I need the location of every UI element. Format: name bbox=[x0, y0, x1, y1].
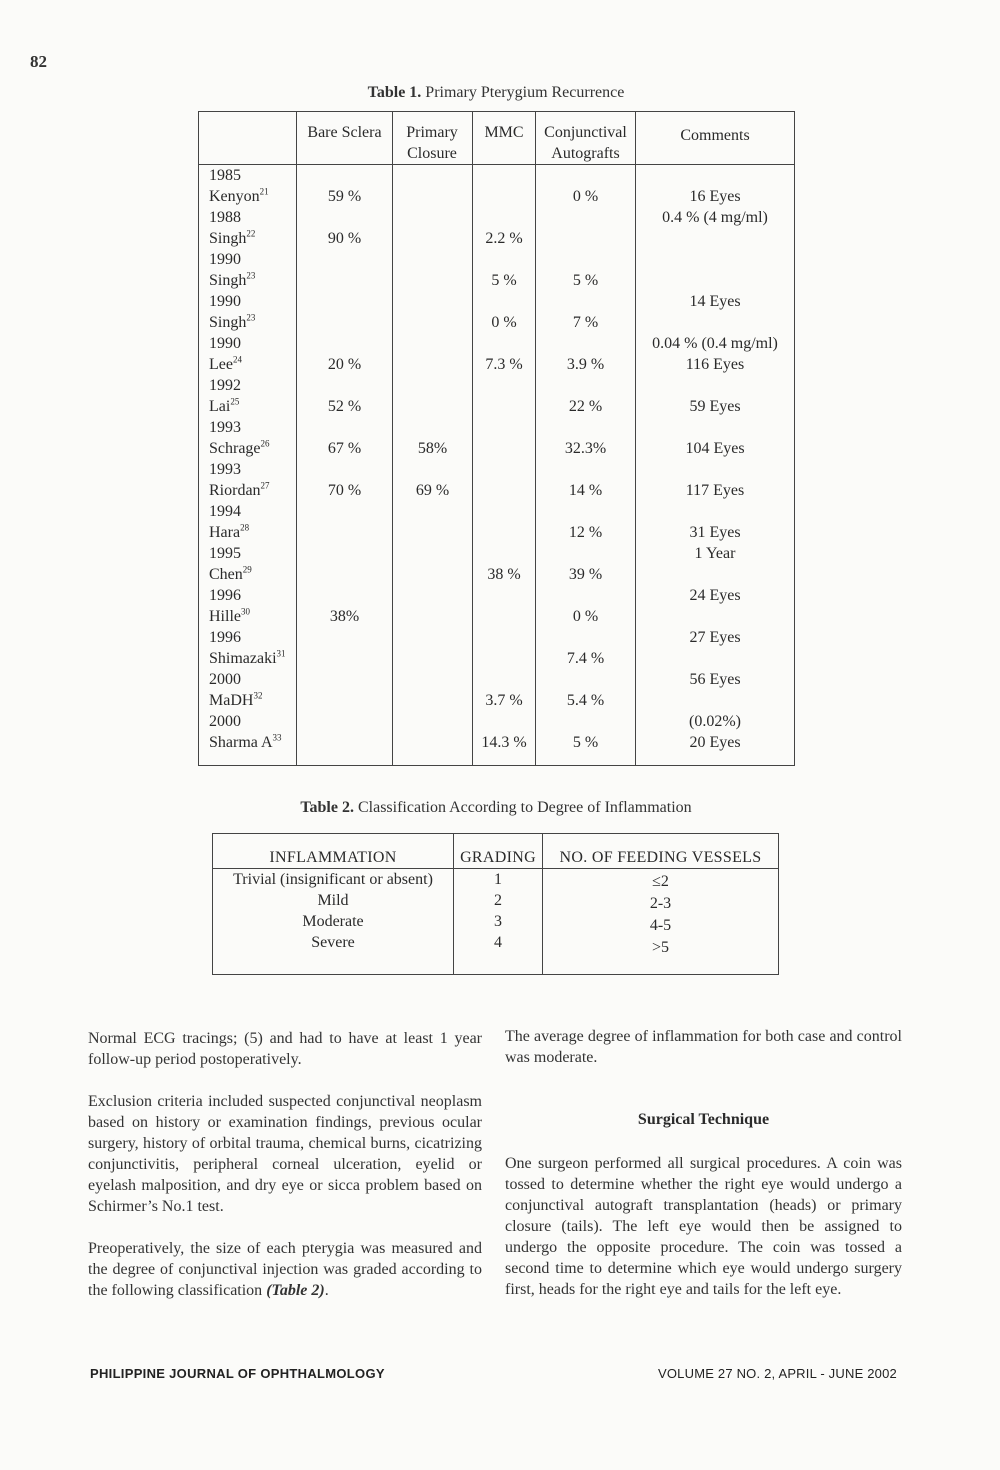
author-name: Shimazaki bbox=[209, 650, 277, 667]
cell-mmc: 3.7 % bbox=[485, 692, 523, 709]
table1-caption bbox=[198, 84, 794, 102]
header-comments: Comments bbox=[680, 127, 750, 144]
row-year: 1995 bbox=[209, 545, 241, 562]
row-author bbox=[209, 690, 262, 711]
author-name: Lee bbox=[209, 356, 233, 373]
header-conjunctival-autografts: Conjunctival Autografts bbox=[544, 124, 627, 162]
author-name: Riordan bbox=[209, 482, 261, 499]
row-year: 1996 bbox=[209, 587, 241, 604]
cell-bare: 38% bbox=[329, 608, 360, 625]
cell-bare: 90 % bbox=[327, 230, 362, 247]
cell-vessels: >5 bbox=[651, 939, 670, 956]
cell-auto: 22 % bbox=[568, 398, 603, 415]
table1-row bbox=[199, 543, 794, 585]
table1-row bbox=[199, 249, 794, 291]
table2-reference: (Table 2) bbox=[266, 1282, 325, 1299]
author-ref: 23 bbox=[246, 270, 256, 281]
cell-comment: 31 Eyes bbox=[689, 524, 741, 541]
row-year: 1996 bbox=[209, 629, 241, 646]
cell-comment: 20 Eyes bbox=[689, 734, 741, 751]
author-name: Hara bbox=[209, 524, 241, 541]
header-inflammation: INFLAMMATION bbox=[269, 849, 397, 866]
row-author bbox=[209, 228, 255, 249]
author-name: Singh bbox=[209, 314, 247, 331]
cell-bare: 59 % bbox=[327, 188, 362, 205]
paragraph-preoperative bbox=[88, 1238, 482, 1301]
cell-comment: 1 Year bbox=[694, 545, 736, 562]
row-author bbox=[209, 354, 242, 375]
cell-inflammation: Severe bbox=[311, 934, 355, 951]
author-ref: 32 bbox=[253, 690, 263, 701]
row-author bbox=[209, 396, 239, 417]
cell-bare: 67 % bbox=[327, 440, 362, 457]
cell-comment: 14 Eyes bbox=[689, 293, 741, 310]
page-number: 82 bbox=[30, 52, 47, 71]
cell-auto: 7.4 % bbox=[566, 650, 605, 667]
cell-vessels: ≤2 bbox=[652, 873, 669, 890]
paragraph-exclusion-criteria: Exclusion criteria included suspected conjunctival neoplasm based on history or examination findings, previous ocular surgery, history of orbital trauma, chemical burns, cicatrizing conjunctivitis, peripheral corneal ulceration, eyelid or eyelash malposition, and dry eye or sicca problem based on Schirmer’s No.1 test. bbox=[88, 1093, 482, 1215]
table1-row bbox=[199, 375, 794, 417]
footer-journal-name: PHILIPPINE JOURNAL OF OPHTHALMOLOGY bbox=[90, 1366, 385, 1381]
row-author bbox=[209, 270, 255, 291]
header-mmc: MMC bbox=[484, 124, 524, 141]
cell-comment: 117 Eyes bbox=[685, 482, 745, 499]
cell-bare: 52 % bbox=[327, 398, 362, 415]
author-name: Singh bbox=[209, 230, 247, 247]
footer-volume: VOLUME 27 NO. 2, APRIL - JUNE 2002 bbox=[658, 1366, 897, 1381]
row-author bbox=[209, 186, 269, 207]
row-author bbox=[209, 732, 282, 753]
cell-inflammation: Mild bbox=[317, 892, 349, 909]
header-bare-sclera: Bare Sclera bbox=[307, 124, 382, 141]
row-author bbox=[209, 564, 252, 585]
cell-comment: 0.04 % (0.4 mg/ml) bbox=[652, 335, 778, 352]
row-author bbox=[209, 312, 255, 333]
header-grading: GRADING bbox=[460, 849, 536, 866]
cell-comment: 59 Eyes bbox=[689, 398, 741, 415]
row-year: 1992 bbox=[209, 377, 241, 394]
cell-mmc: 2.2 % bbox=[485, 230, 523, 247]
cell-auto: 14 % bbox=[568, 482, 603, 499]
header-primary-closure: Primary Closure bbox=[406, 124, 458, 162]
table1-caption-text: Primary Pterygium Recurrence bbox=[421, 84, 625, 101]
author-name: Chen bbox=[209, 566, 243, 583]
cell-primary: 69 % bbox=[415, 482, 450, 499]
cell-vessels: 4-5 bbox=[649, 917, 672, 934]
table1-row bbox=[199, 459, 794, 501]
cell-inflammation: Moderate bbox=[302, 913, 364, 930]
table1-row bbox=[199, 627, 794, 669]
row-author bbox=[209, 648, 286, 669]
cell-auto: 5 % bbox=[572, 272, 599, 289]
table2-caption bbox=[198, 799, 794, 817]
row-year: 1990 bbox=[209, 335, 241, 352]
row-year: 1990 bbox=[209, 251, 241, 268]
cell-comment: (0.02%) bbox=[689, 713, 741, 730]
author-ref: 22 bbox=[246, 228, 256, 239]
paragraph-inclusion-end: Normal ECG tracings; (5) and had to have at least 1 year follow-up period postoperatively. bbox=[88, 1030, 482, 1068]
cell-mmc: 14.3 % bbox=[481, 734, 527, 751]
cell-auto: 7 % bbox=[572, 314, 599, 331]
header-feeding-vessels: NO. OF FEEDING VESSELS bbox=[559, 849, 762, 866]
author-name: Singh bbox=[209, 272, 247, 289]
author-ref: 26 bbox=[260, 438, 270, 449]
row-year: 1988 bbox=[209, 209, 241, 226]
table1 bbox=[198, 111, 795, 766]
cell-auto: 5.4 % bbox=[566, 692, 605, 709]
cell-auto: 39 % bbox=[568, 566, 603, 583]
author-name: MaDH bbox=[209, 692, 254, 709]
table2-caption-label: Table 2. bbox=[300, 799, 354, 816]
table1-row bbox=[199, 501, 794, 543]
row-year: 1990 bbox=[209, 293, 241, 310]
row-year: 1993 bbox=[209, 461, 241, 478]
table1-row bbox=[199, 165, 794, 207]
cell-auto: 32.3% bbox=[564, 440, 607, 457]
cell-grading: 4 bbox=[494, 934, 502, 951]
table1-row bbox=[199, 333, 794, 375]
cell-mmc: 0 % bbox=[491, 314, 517, 331]
cell-grading: 1 bbox=[494, 871, 502, 888]
author-ref: 24 bbox=[232, 354, 242, 365]
row-author bbox=[209, 522, 249, 543]
cell-grading: 2 bbox=[494, 892, 502, 909]
author-ref: 30 bbox=[241, 606, 250, 617]
cell-comment: 56 Eyes bbox=[689, 671, 741, 688]
cell-comment: 0.4 % (4 mg/ml) bbox=[662, 209, 768, 226]
table1-row bbox=[199, 669, 794, 711]
row-author bbox=[209, 480, 270, 501]
author-name: Lai bbox=[209, 398, 231, 415]
table2 bbox=[212, 833, 779, 975]
paragraph-average-inflammation: The average degree of inflammation for both case and control was moderate. bbox=[505, 1028, 902, 1066]
cell-auto: 12 % bbox=[568, 524, 603, 541]
cell-vessels: 2-3 bbox=[649, 895, 672, 912]
paragraph-preoperative-end: . bbox=[324, 1282, 329, 1299]
cell-mmc: 5 % bbox=[491, 272, 517, 289]
author-ref: 23 bbox=[246, 312, 256, 323]
table1-row bbox=[199, 585, 794, 627]
author-name: Hille bbox=[209, 608, 241, 625]
cell-mmc: 7.3 % bbox=[485, 356, 523, 373]
cell-comment: 24 Eyes bbox=[689, 587, 741, 604]
table1-row bbox=[199, 291, 794, 333]
table1-row bbox=[199, 207, 794, 249]
row-year: 1993 bbox=[209, 419, 241, 436]
cell-primary: 58% bbox=[417, 440, 448, 457]
table2-caption-text: Classification According to Degree of Inflammation bbox=[353, 799, 692, 816]
row-year: 1994 bbox=[209, 503, 241, 520]
author-ref: 21 bbox=[259, 186, 269, 197]
table1-row bbox=[199, 417, 794, 459]
row-year: 2000 bbox=[209, 713, 241, 730]
table1-row bbox=[199, 711, 794, 753]
cell-auto: 3.9 % bbox=[566, 356, 605, 373]
paragraph-preoperative-text: Preoperatively, the size of each pterygia was measured and the degree of conjunctival injection was graded according to the following classification bbox=[88, 1240, 482, 1299]
cell-auto: 5 % bbox=[572, 734, 599, 751]
author-ref: 33 bbox=[272, 732, 282, 743]
cell-inflammation: Trivial (insignificant or absent) bbox=[233, 871, 433, 888]
author-name: Kenyon bbox=[209, 188, 260, 205]
row-author bbox=[209, 606, 250, 627]
cell-comment: 116 Eyes bbox=[685, 356, 745, 373]
author-ref: 28 bbox=[240, 522, 250, 533]
cell-auto: 0 % bbox=[572, 188, 599, 205]
row-year: 2000 bbox=[209, 671, 241, 688]
cell-comment: 27 Eyes bbox=[689, 629, 741, 646]
cell-bare: 20 % bbox=[327, 356, 362, 373]
author-ref: 31 bbox=[276, 648, 286, 659]
author-ref: 29 bbox=[242, 564, 252, 575]
row-year: 1985 bbox=[209, 167, 241, 184]
cell-comment: 16 Eyes bbox=[689, 188, 741, 205]
cell-comment: 104 Eyes bbox=[685, 440, 745, 457]
cell-mmc: 38 % bbox=[487, 566, 521, 583]
section-heading-surgical-technique: Surgical Technique bbox=[637, 1111, 770, 1128]
author-ref: 25 bbox=[230, 396, 240, 407]
cell-grading: 3 bbox=[494, 913, 502, 930]
cell-auto: 0 % bbox=[572, 608, 599, 625]
author-name: Schrage bbox=[209, 440, 261, 457]
author-ref: 27 bbox=[260, 480, 270, 491]
row-author bbox=[209, 438, 270, 459]
author-name: Sharma A bbox=[209, 734, 273, 751]
cell-bare: 70 % bbox=[327, 482, 362, 499]
table1-caption-label: Table 1. bbox=[367, 84, 422, 101]
paragraph-surgical-technique: One surgeon performed all surgical procedures. A coin was tossed to determine whether the right eye would undergo a conjunctival autograft transplantation (heads) or primary closure (tails). The left eye would then be assigned to undergo the opposite procedure. The coin was tossed a second time to determine which eye would undergo surgery first, heads for the right eye and tails for the left eye. bbox=[505, 1155, 902, 1298]
